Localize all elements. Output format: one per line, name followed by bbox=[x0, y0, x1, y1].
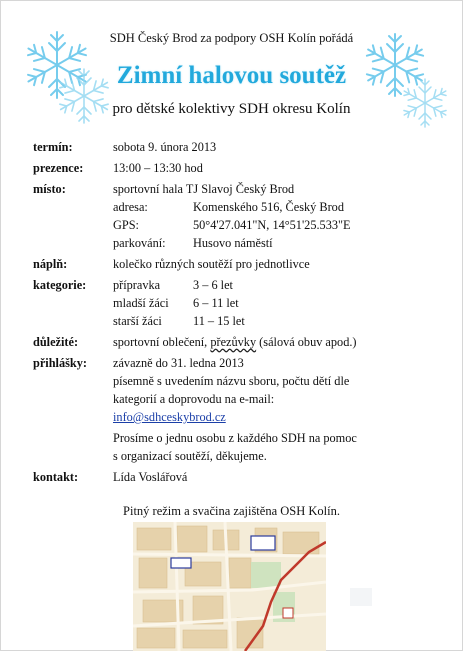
page-title: Zimní halovou soutěž bbox=[116, 62, 347, 89]
termin-value: sobota 9. února 2013 bbox=[113, 140, 217, 154]
parkovani-label: parkování: bbox=[113, 236, 166, 250]
kategorie-age: 3 – 6 let bbox=[193, 278, 233, 292]
kategorie-name: přípravka bbox=[113, 278, 161, 292]
kategorie-name: mladší žáci bbox=[113, 296, 169, 310]
kategorie-age: 11 – 15 let bbox=[193, 314, 245, 328]
dulezite-label: důležité: bbox=[33, 335, 79, 349]
prihlasky-line: písemně s uvedením názvu sboru, počtu dětí dle bbox=[113, 374, 350, 388]
dulezite-value bbox=[113, 335, 357, 350]
prezence-value: 13:00 – 13:30 hod bbox=[113, 161, 203, 175]
gps-label: GPS: bbox=[113, 218, 139, 232]
kontakt-label: kontakt: bbox=[33, 470, 79, 484]
adresa-label: adresa: bbox=[113, 200, 148, 214]
prihlasky-line: závazně do 31. ledna 2013 bbox=[113, 356, 244, 370]
dulezite-suffix: (sálová obuv apod.) bbox=[256, 335, 357, 349]
termin-label: termín: bbox=[33, 140, 73, 154]
kategorie-age: 6 – 11 let bbox=[193, 296, 239, 310]
parkovani-value: Husovo náměstí bbox=[193, 236, 273, 250]
kategorie-name: starší žáci bbox=[113, 314, 162, 328]
napln-label: náplň: bbox=[33, 257, 68, 271]
napln-value: kolečko různých soutěží pro jednotlivce bbox=[113, 257, 310, 271]
organizer-line: SDH Český Brod za podpory OSH Kolín pořádá bbox=[109, 31, 354, 45]
adresa-value: Komenského 516, Český Brod bbox=[193, 200, 344, 214]
prihlasky-line: s organizací soutěží, děkujeme. bbox=[113, 449, 267, 463]
prihlasky-line: kategorií a doprovodu na e-mail: bbox=[113, 392, 275, 406]
page-subtitle: pro dětské kolektivy SDH okresu Kolín bbox=[112, 101, 351, 117]
misto-value: sportovní hala TJ Slavoj Český Brod bbox=[113, 182, 295, 196]
faint-box bbox=[350, 588, 372, 606]
prihlasky-label: přihlášky: bbox=[33, 356, 87, 370]
prezence-label: prezence: bbox=[33, 161, 84, 175]
email-link[interactable]: info@sdhceskybrod.cz bbox=[113, 410, 226, 424]
dulezite-prefix: sportovní oblečení, bbox=[113, 335, 211, 349]
location-map[interactable] bbox=[133, 522, 326, 651]
gps-value: 50°4'27.041"N, 14°51'25.533"E bbox=[193, 218, 351, 232]
prihlasky-line: Prosíme o jednu osobu z každého SDH na pomoc bbox=[113, 431, 357, 445]
map-image bbox=[133, 522, 326, 651]
dulezite-emphasis: přezůvky bbox=[210, 335, 257, 349]
kategorie-label: kategorie: bbox=[33, 278, 87, 292]
misto-label: místo: bbox=[33, 182, 66, 196]
footer-note: Pitný režim a svačina zajištěna OSH Kolín. bbox=[123, 504, 340, 518]
kontakt-value: Lída Voslářová bbox=[113, 470, 188, 484]
